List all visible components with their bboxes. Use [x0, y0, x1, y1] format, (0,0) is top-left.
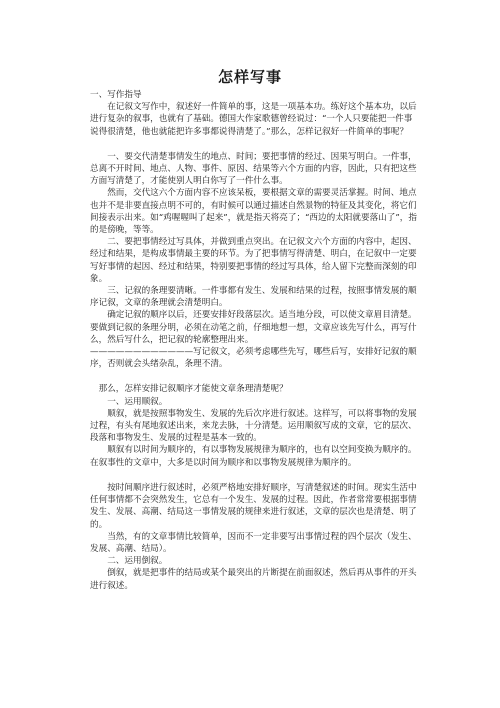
paragraph: 那么，怎样安排记叙顺序才能使文章条理清楚呢？ — [98, 384, 288, 395]
paragraph: 倒叙，就是把事件的结局或某个最突出的片断提在前面叙述，然后再从事件的开头进行叙述。 — [90, 568, 417, 591]
paragraph: 一、要交代清楚事情发生的地点、时间；要把事情的经过、因果写明白。一件事，总离不开时间、地点、人物、事件、原因、结果等六个方面的内容，因此，只有把这些方面写清楚了，才能使别人明白你写了一件什么事。 — [90, 151, 417, 187]
paragraph: ————————————写记叙文，必须考虑哪些先写，哪些后写，安排好记叙的顺序，否则就会头绪杂乱，条理不清。 — [90, 347, 417, 370]
paragraph: 当然，有的文章事情比较简单，因而不一定非要写出事情过程的四个层次（发生、发展、高潮、结局）。 — [90, 531, 417, 554]
paragraph: 然而，交代这六个方面内容不应该呆板，要根据文章的需要灵活掌握。时间、地点也并不是非要直接点明不可的，有时候可以通过描述自然景物的特征及其变化，将它们间接表示出来。如“鸡喔喔叫了起来”，就是指天将亮了；“西边的太阳就要落山了”，指的是傍晚，等等。 — [90, 188, 417, 236]
spacer — [90, 469, 418, 482]
paragraph: 二、要把事情经过写具体，并做到重点突出。在记叙文六个方面的内容中，起因、经过和结果，是构成事情最主要的环节。为了把事情写得清楚、明白，在记叙中一定要写好事情的起因、经过和结果，特别要把事情的经过写具体，给人留下完整而深刻的印象。 — [90, 237, 417, 284]
document-body — [90, 89, 418, 592]
spacer — [90, 138, 418, 151]
section-heading: 二、运用倒叙。 — [107, 556, 168, 567]
paragraph: 按时间顺序进行叙述时，必须严格地安排好顺序，写清楚叙述的时间。现实生活中任何事情都不会突然发生，它总有一个发生、发展的过程。因此，作者常常要根据事情发生、发展、高潮、结局这一事情发展的规律来进行叙述，文章的层次也是清楚、明了的。 — [90, 482, 417, 530]
section-heading: 一、写作指导 — [90, 90, 142, 100]
paragraph: 三、记叙的条理要清晰。一件事都有发生、发展和结果的过程，按照事情发展的顺序记叙，文章的条理就会清楚明白。 — [90, 286, 417, 309]
section-heading: 一、运用顺叙。 — [107, 396, 168, 407]
paragraph: 顺叙，就是按照事物发生、发展的先后次序进行叙述。这样写，可以将事物的发展过程，有头有尾地叙述出来，来龙去脉，十分清楚。运用顺叙写成的文章，它的层次、段落和事物发生、发展的过程是基本一致的。 — [90, 408, 417, 444]
paragraph: 确定记叙的顺序以后，还要安排好段落层次。适当地分段，可以使文章眉目清楚。要做到记叙的条理分明，必须在动笔之前，仔细地想一想，文章应该先写什么，再写什么，然后写什么，把记叙的轮廓整理出来。 — [90, 310, 417, 345]
document-title: 怎样写事 — [217, 68, 282, 86]
paragraph: 顺叙有以时间为顺序的，有以事物发展规律为顺序的，也有以空间变换为顺序的。在叙事性的文章中，大多是以时间为顺序和以事物发展规律为顺序的。 — [90, 445, 417, 468]
spacer — [90, 370, 418, 383]
paragraph: 在记叙文写作中，叙述好一件简单的事，这是一项基本功。练好这个基本功，以后进行复杂的叙事，也就有了基础。德国大作家歌德曾经说过：“一个人只要能把一件事说得很清楚，他也就能把许多事都说得清楚了。”那么，怎样记叙好一件简单的事呢？ — [90, 102, 417, 137]
